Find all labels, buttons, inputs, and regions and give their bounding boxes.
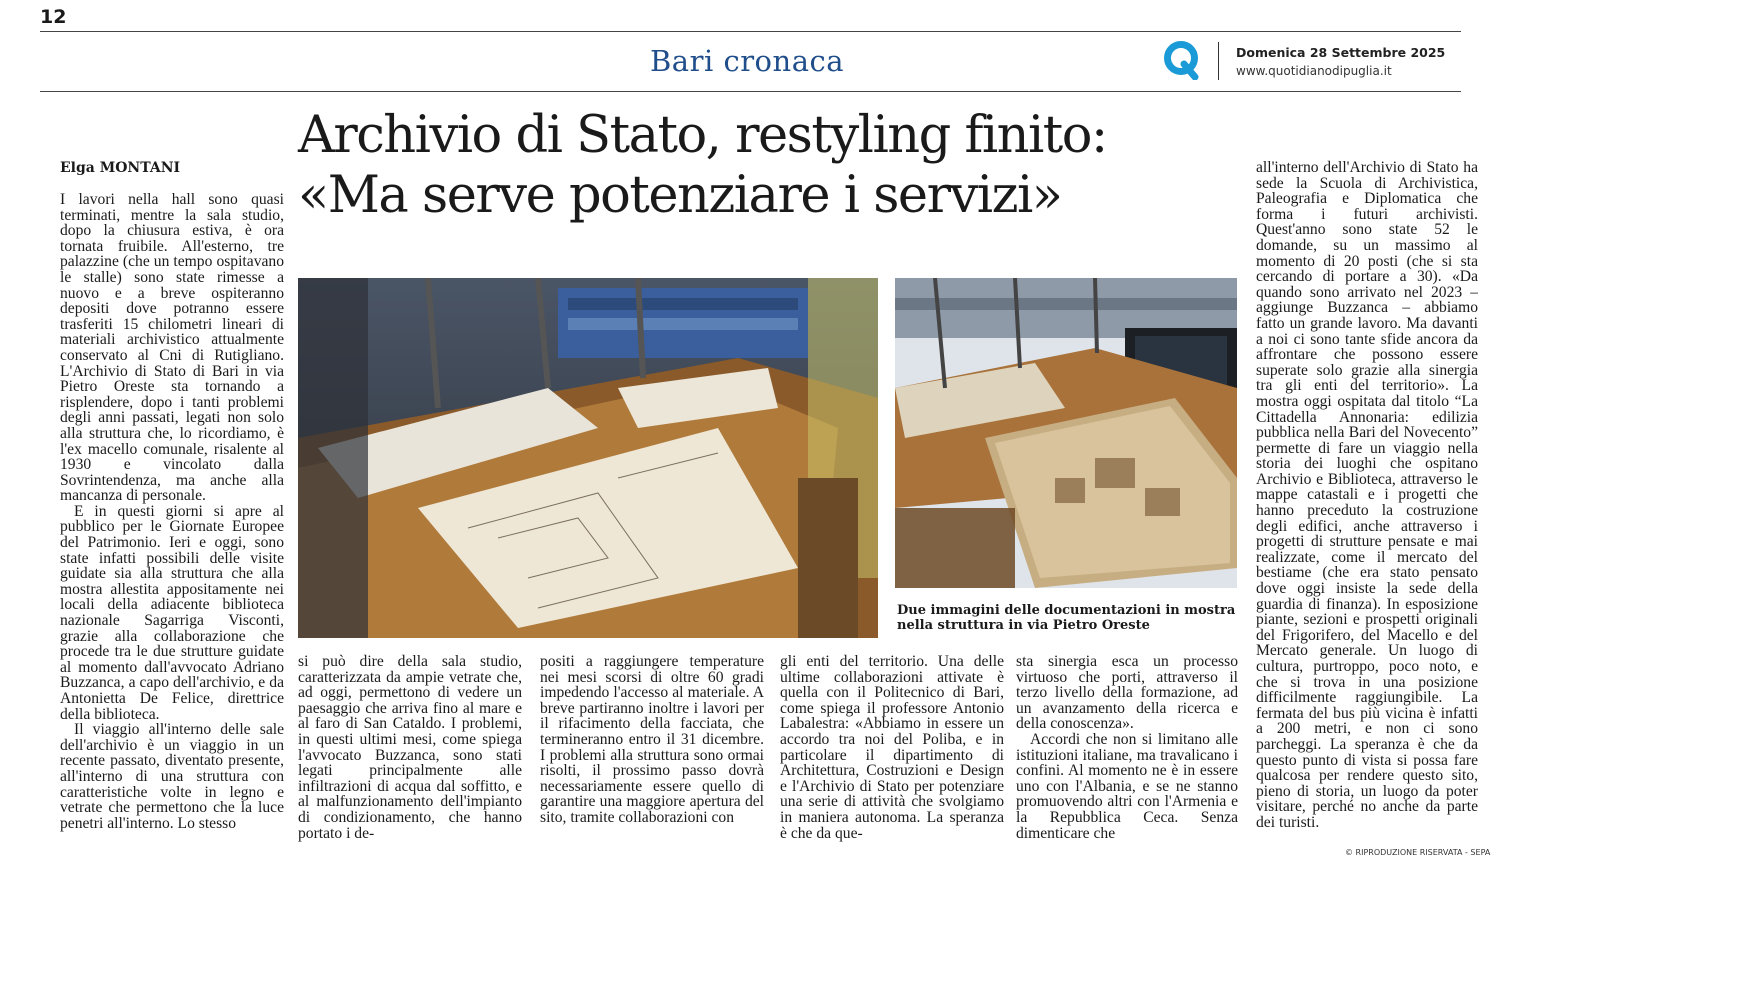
byline: Elga MONTANI [60,160,181,176]
paragraph: Accordi che non si limitano alle istituzioni italiane, ma travalicano i confini. Al momento ne è in essere uno con l'Albania, e se ne stanno promuovendo altri con l'Armenia e la Repubblica Ceca. Senza dimenticare che [1016,730,1238,842]
map-exhibit-photo [895,278,1237,588]
article-column-1 [60,192,284,860]
header-date: Domenica 28 Settembre 2025 [1236,45,1446,60]
header-bottom-rule [40,91,1461,92]
paragraph: all'interno dell'Archivio di Stato ha sede la Scuola di Archivistica, Paleografia e Diplomatica che forma i futuri archivisti. Quest'anno sono state 52 le domande, su un massimo al momento di 20 posti (che si sta cercando di portare a 30). «Da quando sono arrivato nel 2023 – aggiunge Buzzanca – abbiamo fatto un grande lavoro. Ma davanti a noi ci sono tante sfide ancora da affrontare che possono essere superate solo grazie alla sinergia tra gli enti del territorio». La mostra oggi ospitata dal titolo “La Cittadella Annonaria: edilizia pubblica nella Bari del Novecento” permette di fare un viaggio nella storia dei luoghi che ospitano Archivio e Biblioteca, attraverso le mappe catastali e i progetti che hanno preceduto la costruzione degli edifici, anche attraverso i progetti di strutture pensate e mai realizzate, come il mercato del bestiame (che era stato pensato dove oggi insiste la sede della guardia di finanza). In esposizione piante, sezioni e prospetti originali del Frigorifero, del Macello e del Mercato generale. Un luogo di cultura, purtroppo, poco noto, e che si trova in una posizione difficilmente raggiungibile. La fermata del bus più vicina è infatti a 200 metri, e non ci sono parcheggi. La speranza è che da questo punto di vista si possa fare qualcosa per rendere questo sito, pieno di storia, un luogo da poter visitare, perché no anche da parte dei turisti. [1256,160,1478,831]
paragraph: Il viaggio all'interno delle sale dell'archivio è un viaggio in un recente passato, diventato presente, all'interno di una struttura con caratteristiche volte in legno e vetrate che permettono che la luce penetri all'interno. Lo stesso [60,721,284,832]
copyright-credit: © RIPRODUZIONE RISERVATA - SEPA [1345,848,1491,857]
reading-room-photo [298,278,878,638]
article-column-4 [780,654,1004,862]
article-column-5 [1016,654,1238,862]
article-column-3 [540,654,764,862]
page-number: 12 [40,6,67,28]
section-title: Bari cronaca [650,44,845,78]
quotidiano-logo-icon [1162,40,1202,80]
paragraph: positi a raggiungere temperature nei mesi scorsi di oltre 60 gradi impedendo l'accesso al materiale. A breve partiranno inoltre i lavori per il rifacimento della facciata, che termineranno entro il 31 dicembre. I problemi alla struttura sono ormai risolti, il prossimo passo dovrà necessariamente essere quello di garantire una maggiore apertura del sito, tramite collaborazioni con [540,654,764,826]
paragraph: gli enti del territorio. Una delle ultime collaborazioni attivate è quella con il Politecnico di Bari, come spiega il professore Antonio Labalestra: «Abbiamo in essere un accordo tra noi del Poliba, e in particolare il dipartimento di Architettura, Costruzioni e Design e l'Archivio di Stato per potenziare una serie di attività che svolgiamo in maniera autonoma. La speranza è che da que- [780,654,1004,842]
paragraph: sta sinergia esca un processo virtuoso che porti, attraverso il terzo livello della formazione, ad un avanzamento della ricerca e della conoscenza». [1016,654,1238,733]
paragraph: I lavori nella hall sono quasi terminati, mentre la sala studio, dopo la chiusura estiva, è ora tornata fruibile. All'esterno, tre palazzine (che un tempo ospitavano le stalle) sono state rimesse a nuovo e a breve ospiteranno depositi dove potranno essere trasferiti 15 chilometri lineari di materiali archivistico attualmente conservato al Cni di Rutigliano. L'Archivio di Stato di Bari in via Pietro Oreste sta tornando a risplendere, dopo i tanti problemi degli anni passati, legati non solo alla struttura che, lo ricordiamo, è l'ex macello comunale, risalente al 1930 e vincolato dalla Sovrintendenza, ma anche alla mancanza di personale. [60,192,284,505]
paragraph: si può dire della sala studio, caratterizzata da ampie vetrate che, ad oggi, permettono di vedere un paesaggio che arriva fino al mare e al faro di San Cataldo. I problemi, in questi ultimi mesi, come spiega l'avvocato Buzzanca, sono stati legati principalmente alle infiltrazioni di acqua dal soffitto, e al malfunzionamento dell'impianto di condizionamento, che hanno portato i de- [298,654,522,842]
header-url[interactable]: www.quotidianodipuglia.it [1236,64,1392,78]
header-divider [1218,42,1219,80]
article-column-2 [298,654,522,862]
article-column-6 [1256,160,1478,860]
headline [298,106,1258,226]
top-rule [40,31,1461,32]
photo-caption: Due immagini delle documentazioni in mostra nella struttura in via Pietro Oreste [897,603,1236,633]
headline-line-2: «Ma serve potenziare i servizi» [298,166,1062,225]
headline-line-1: Archivio di Stato, restyling finito: [298,106,1107,165]
paragraph: E in questi giorni si apre al pubblico per le Giornate Europee del Patrimonio. Ieri e oggi, sono state infatti possibili delle visite guidate sia alla struttura che alla mostra allestita appositamente nei locali della adiacente biblioteca nazionale Sagarriga Visconti, grazie alla collaborazione che procede tra le due strutture guidate al momento dall'avvocato Adriano Buzzanca, a capo dell'archivio, e da Antonietta De Felice, direttrice della biblioteca. [60,502,284,723]
